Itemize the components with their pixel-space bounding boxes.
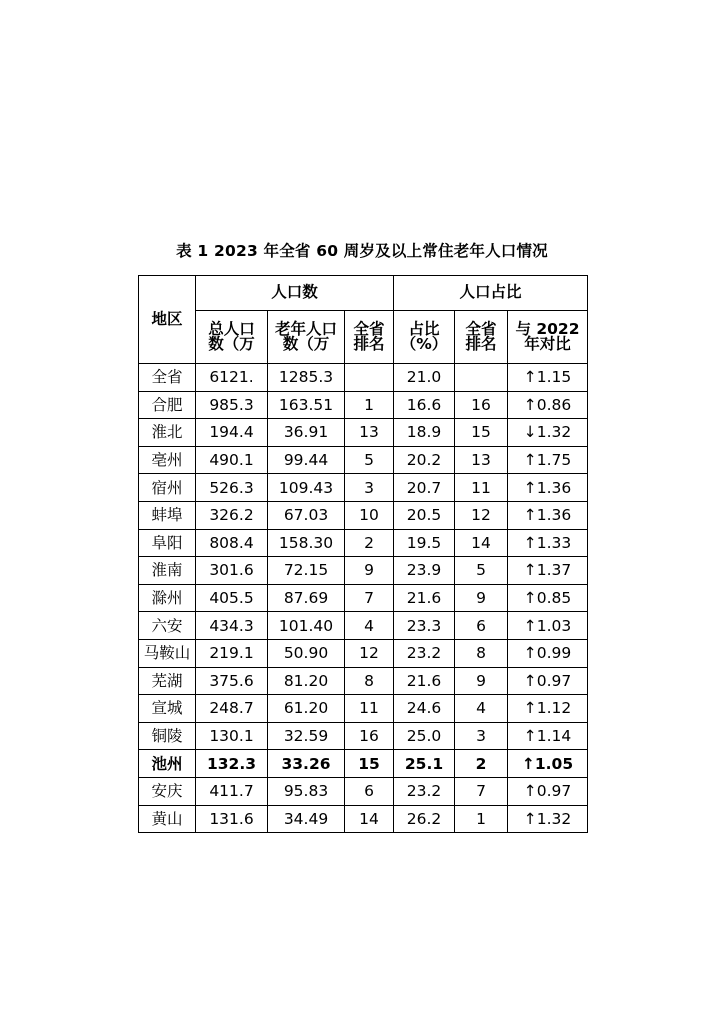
cell-share-percent: 21.0: [394, 364, 455, 392]
cell-total-population: 375.6: [196, 667, 268, 695]
header-region: 地区: [139, 276, 196, 364]
cell-elderly-population: 61.20: [268, 695, 345, 723]
cell-yoy-change: ↑1.03: [508, 612, 588, 640]
header-population-rank: 全省 排名: [345, 311, 394, 364]
table-row: [139, 584, 588, 612]
cell-share-percent: 25.0: [394, 722, 455, 750]
cell-total-population: 301.6: [196, 557, 268, 585]
cell-total-population: 194.4: [196, 419, 268, 447]
cell-total-population: 132.3: [196, 750, 268, 778]
cell-yoy-change: ↑0.85: [508, 584, 588, 612]
cell-region: 合肥: [139, 391, 196, 419]
cell-population-rank: 9: [345, 557, 394, 585]
cell-share-percent: 20.2: [394, 446, 455, 474]
table-row: [139, 612, 588, 640]
cell-share-rank: 3: [455, 722, 508, 750]
cell-total-population: 411.7: [196, 777, 268, 805]
cell-yoy-change: ↑1.32: [508, 805, 588, 833]
header-share-rank: 全省 排名: [455, 311, 508, 364]
cell-yoy-change: ↑1.15: [508, 364, 588, 392]
cell-population-rank: [345, 364, 394, 392]
cell-elderly-population: 67.03: [268, 501, 345, 529]
cell-total-population: 219.1: [196, 639, 268, 667]
cell-share-rank: 8: [455, 639, 508, 667]
cell-yoy-change: ↓1.32: [508, 419, 588, 447]
cell-population-rank: 10: [345, 501, 394, 529]
cell-region: 马鞍山: [139, 639, 196, 667]
cell-yoy-change: ↑0.97: [508, 667, 588, 695]
cell-total-population: 326.2: [196, 501, 268, 529]
cell-yoy-change: ↑1.05: [508, 750, 588, 778]
cell-elderly-population: 158.30: [268, 529, 345, 557]
cell-elderly-population: 32.59: [268, 722, 345, 750]
cell-total-population: 6121.: [196, 364, 268, 392]
cell-elderly-population: 99.44: [268, 446, 345, 474]
cell-share-percent: 21.6: [394, 584, 455, 612]
cell-share-rank: 6: [455, 612, 508, 640]
cell-share-rank: 1: [455, 805, 508, 833]
cell-total-population: 405.5: [196, 584, 268, 612]
cell-share-percent: 23.2: [394, 777, 455, 805]
cell-region: 宣城: [139, 695, 196, 723]
cell-total-population: 526.3: [196, 474, 268, 502]
cell-region: 全省: [139, 364, 196, 392]
cell-total-population: 130.1: [196, 722, 268, 750]
cell-region: 宿州: [139, 474, 196, 502]
table-row: [139, 501, 588, 529]
table-row: [139, 750, 588, 778]
cell-population-rank: 14: [345, 805, 394, 833]
cell-elderly-population: 50.90: [268, 639, 345, 667]
table-row: [139, 695, 588, 723]
cell-population-rank: 15: [345, 750, 394, 778]
table-row: [139, 805, 588, 833]
table-row: [139, 419, 588, 447]
cell-share-rank: 9: [455, 667, 508, 695]
cell-yoy-change: ↑0.97: [508, 777, 588, 805]
cell-region: 蚌埠: [139, 501, 196, 529]
cell-total-population: 808.4: [196, 529, 268, 557]
cell-region: 安庆: [139, 777, 196, 805]
cell-yoy-change: ↑0.99: [508, 639, 588, 667]
cell-total-population: 248.7: [196, 695, 268, 723]
table-title: 表 1 2023 年全省 60 周岁及以上常住老年人口情况: [176, 242, 548, 260]
cell-population-rank: 16: [345, 722, 394, 750]
cell-yoy-change: ↑1.33: [508, 529, 588, 557]
cell-elderly-population: 87.69: [268, 584, 345, 612]
header-total-population: 总人口 数（万: [196, 311, 268, 364]
cell-share-percent: 19.5: [394, 529, 455, 557]
elderly-population-table: [138, 275, 588, 833]
cell-share-rank: 4: [455, 695, 508, 723]
header-ratio-group: 人口占比: [394, 276, 588, 311]
header-population-group: 人口数: [196, 276, 394, 311]
header-share-percent: 占比 （%）: [394, 311, 455, 364]
table-row: [139, 777, 588, 805]
cell-yoy-change: ↑1.12: [508, 695, 588, 723]
header-yoy-change: 与 2022 年对比: [508, 311, 588, 364]
cell-population-rank: 5: [345, 446, 394, 474]
cell-population-rank: 3: [345, 474, 394, 502]
cell-share-percent: 20.5: [394, 501, 455, 529]
table-row: [139, 639, 588, 667]
cell-share-percent: 26.2: [394, 805, 455, 833]
table-row: [139, 722, 588, 750]
cell-share-percent: 20.7: [394, 474, 455, 502]
cell-population-rank: 6: [345, 777, 394, 805]
cell-yoy-change: ↑0.86: [508, 391, 588, 419]
cell-share-rank: 7: [455, 777, 508, 805]
table-row: [139, 391, 588, 419]
cell-elderly-population: 36.91: [268, 419, 345, 447]
cell-population-rank: 1: [345, 391, 394, 419]
cell-share-percent: 23.2: [394, 639, 455, 667]
table-row: [139, 557, 588, 585]
cell-region: 芜湖: [139, 667, 196, 695]
cell-population-rank: 8: [345, 667, 394, 695]
cell-elderly-population: 101.40: [268, 612, 345, 640]
cell-share-percent: 16.6: [394, 391, 455, 419]
cell-total-population: 434.3: [196, 612, 268, 640]
cell-share-rank: 15: [455, 419, 508, 447]
cell-population-rank: 13: [345, 419, 394, 447]
cell-yoy-change: ↑1.37: [508, 557, 588, 585]
cell-share-percent: 25.1: [394, 750, 455, 778]
cell-share-rank: 11: [455, 474, 508, 502]
cell-region: 池州: [139, 750, 196, 778]
cell-yoy-change: ↑1.36: [508, 474, 588, 502]
table-row: [139, 474, 588, 502]
cell-population-rank: 4: [345, 612, 394, 640]
cell-population-rank: 11: [345, 695, 394, 723]
cell-elderly-population: 81.20: [268, 667, 345, 695]
cell-yoy-change: ↑1.14: [508, 722, 588, 750]
cell-total-population: 131.6: [196, 805, 268, 833]
table-row: [139, 667, 588, 695]
cell-total-population: 490.1: [196, 446, 268, 474]
cell-population-rank: 2: [345, 529, 394, 557]
cell-elderly-population: 109.43: [268, 474, 345, 502]
cell-share-rank: 14: [455, 529, 508, 557]
cell-share-rank: 12: [455, 501, 508, 529]
cell-region: 亳州: [139, 446, 196, 474]
cell-region: 阜阳: [139, 529, 196, 557]
cell-region: 淮北: [139, 419, 196, 447]
cell-region: 铜陵: [139, 722, 196, 750]
cell-share-rank: 9: [455, 584, 508, 612]
table-row: [139, 446, 588, 474]
cell-elderly-population: 34.49: [268, 805, 345, 833]
cell-elderly-population: 1285.3: [268, 364, 345, 392]
cell-share-percent: 21.6: [394, 667, 455, 695]
cell-yoy-change: ↑1.36: [508, 501, 588, 529]
cell-share-percent: 24.6: [394, 695, 455, 723]
cell-elderly-population: 33.26: [268, 750, 345, 778]
cell-share-percent: 23.3: [394, 612, 455, 640]
cell-elderly-population: 72.15: [268, 557, 345, 585]
cell-elderly-population: 163.51: [268, 391, 345, 419]
cell-share-rank: 16: [455, 391, 508, 419]
cell-region: 淮南: [139, 557, 196, 585]
table-row: [139, 364, 588, 392]
cell-region: 滁州: [139, 584, 196, 612]
table-row: [139, 529, 588, 557]
cell-share-percent: 18.9: [394, 419, 455, 447]
cell-population-rank: 7: [345, 584, 394, 612]
cell-region: 黄山: [139, 805, 196, 833]
cell-total-population: 985.3: [196, 391, 268, 419]
cell-share-rank: 13: [455, 446, 508, 474]
cell-region: 六安: [139, 612, 196, 640]
cell-yoy-change: ↑1.75: [508, 446, 588, 474]
cell-share-rank: [455, 364, 508, 392]
cell-share-rank: 2: [455, 750, 508, 778]
cell-population-rank: 12: [345, 639, 394, 667]
header-elderly-population: 老年人口 数（万: [268, 311, 345, 364]
cell-share-rank: 5: [455, 557, 508, 585]
cell-elderly-population: 95.83: [268, 777, 345, 805]
cell-share-percent: 23.9: [394, 557, 455, 585]
